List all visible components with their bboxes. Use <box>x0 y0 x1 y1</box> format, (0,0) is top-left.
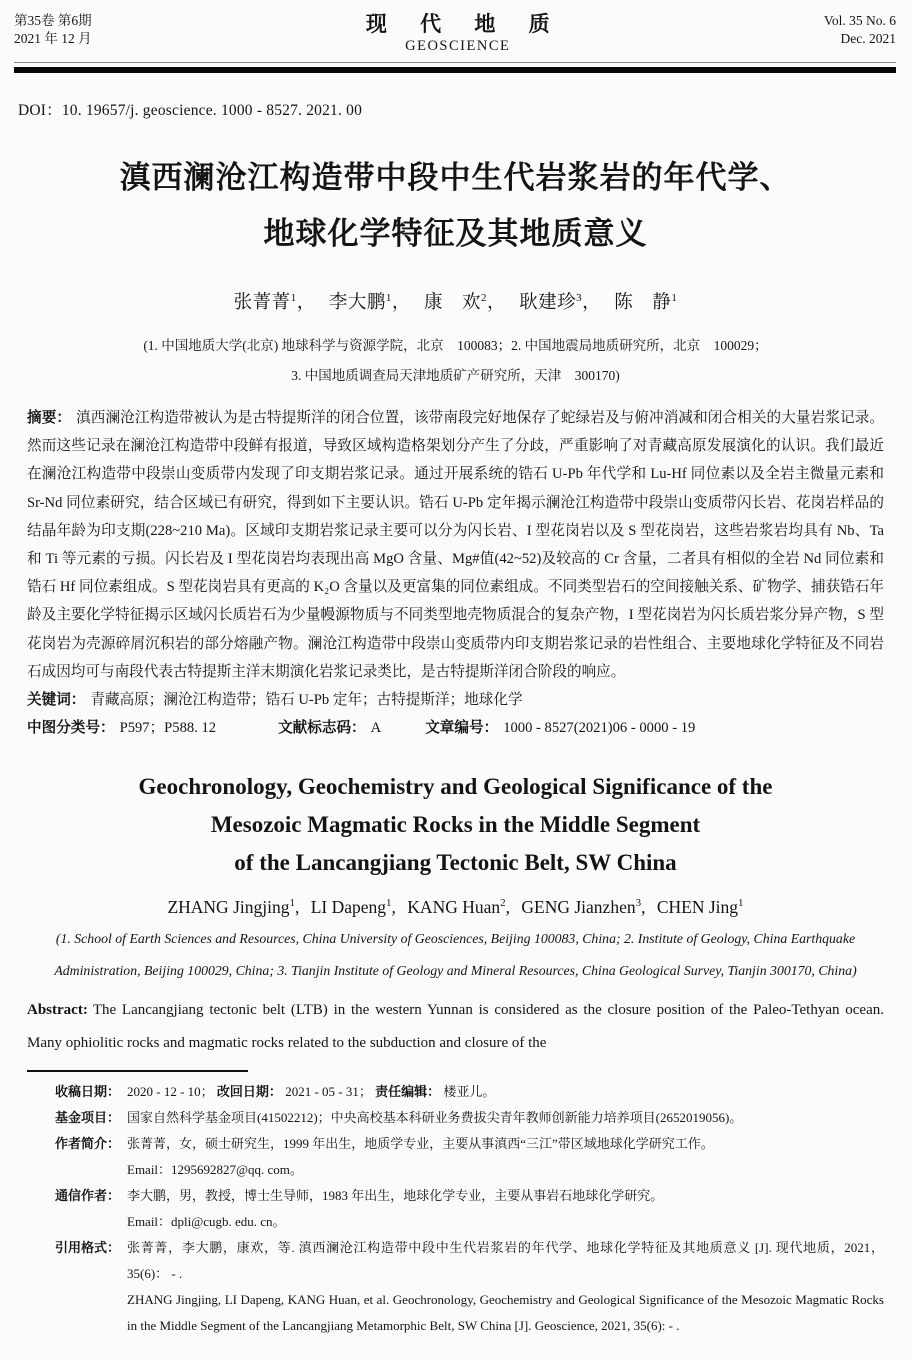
abstract-en-text: The Lancangjiang tectonic belt (LTB) in the western Yunnan is considered as the closure position of the Paleo-Tethyan ocean. Many ophiolitic rocks and magmatic rocks related to the subduction and closure of the <box>27 1002 884 1051</box>
author-en: KANG Huan$^2$, <box>407 897 515 918</box>
journal-masthead <box>14 12 896 55</box>
corresponding-text: 李大鹏，男，教授，博士生导师，1983 年出生，地球化学专业，主要从事岩石地球化学研究。 <box>127 1188 664 1204</box>
author-affil-sup: 1 <box>385 291 392 304</box>
clc-label: 中图分类号： <box>27 720 115 737</box>
author-en: ZHANG Jingjing$^1$, <box>167 897 304 918</box>
date-cn: 2021 年 12 月 <box>14 31 92 46</box>
article-no-label: 文章编号： <box>425 720 499 737</box>
article-title-cn-line2: 地球化学特征及其地质意义 <box>263 216 648 251</box>
author-cn: 李大鹏$^1$， <box>328 291 411 313</box>
received-label: 收稿日期： <box>55 1084 121 1100</box>
article-title-cn-line1: 滇西澜沧江构造带中段中生代岩浆岩的年代学、 <box>119 160 792 195</box>
author-cn: 耿建珍$^3$， <box>519 291 602 313</box>
article-title-en-line1: Geochronology, Geochemistry and Geological Significance of the <box>138 774 773 800</box>
footnote-bio-row <box>55 1131 884 1183</box>
affiliation-cn-line1: (1. 中国地质大学(北京) 地球科学与资源学院，北京 100083；2. 中国地震局地质研究所，北京 100029； <box>143 338 768 353</box>
author-affil-sup: 3 <box>635 897 642 910</box>
masthead-left <box>14 12 92 48</box>
article-no-value: 1000 - 8527(2021)06 - 0000 - 19 <box>503 720 696 737</box>
author-en: LI Dapeng$^1$, <box>310 897 401 918</box>
clc-value: P597；P588. 12 <box>119 720 217 737</box>
abstract-en <box>27 994 884 1059</box>
clc-group <box>27 714 216 742</box>
authors-en <box>27 897 884 918</box>
author-cn: 康 欢$^2$， <box>423 291 507 313</box>
abstract-cn <box>27 404 884 686</box>
keywords-label: 关键词： <box>27 692 86 709</box>
doc-code-label: 文献标志码： <box>278 720 366 737</box>
author-affil-sup: 1 <box>671 291 678 304</box>
footnote-citation-row <box>55 1235 884 1339</box>
masthead-right <box>824 12 896 48</box>
author-affil-sup: 3 <box>576 291 583 304</box>
bio-label: 作者简介： <box>55 1136 121 1152</box>
doi-line: DOI：10. 19657/j. geoscience. 1000 - 8527. 2021. 00 <box>18 102 363 119</box>
meta-row <box>27 714 884 742</box>
author-cn: 张菁菁$^1$， <box>233 291 316 313</box>
author-affil-sup: 1 <box>386 897 392 910</box>
author-en: CHEN Jing$^1$ <box>656 897 744 918</box>
doc-code-group <box>278 714 381 742</box>
fund-text: 国家自然科学基金项目(41502212)；中央高校基本科研业务费拔尖青年教师创新能力培养项目(2652019056)。 <box>127 1110 743 1126</box>
masthead-rule-thick <box>14 67 896 73</box>
received-date: 2020 - 12 - 10； <box>127 1084 214 1100</box>
author-affil-sup: 2 <box>481 291 487 304</box>
corresponding-content <box>127 1183 884 1235</box>
footnote-fund-row <box>55 1105 884 1131</box>
editor-name: 楼亚儿。 <box>443 1084 496 1100</box>
article-title-en <box>27 768 884 882</box>
author-en: GENG Jianzhen$^3$, <box>521 897 650 918</box>
affiliation-en-line1: (1. School of Earth Sciences and Resources, China University of Geosciences, Beijing 100083, China; 2. Institute of Geology, China Earthquake <box>55 931 856 947</box>
received-content <box>127 1079 884 1105</box>
footnote-block <box>55 1079 884 1339</box>
corresponding-email: Email：dpli@cugb. edu. cn。 <box>127 1214 286 1230</box>
journal-title-en: GEOSCIENCE <box>405 38 511 54</box>
author-affil-sup: 1 <box>290 291 297 304</box>
corresponding-label: 通信作者： <box>55 1188 121 1204</box>
abstract-cn-text: 滇西澜沧江构造带被认为是古特提斯洋的闭合位置，该带南段完好地保存了蛇绿岩及与俯冲消减和闭合相关的大量岩浆记录。然而这些记录在澜沧江构造带中段鲜有报道，导致区域构造格架划分产生了分歧，严重影响了对青藏高原发展演化的认识。我们最近在澜沧江构造带中段崇山变质带内发现了印支期岩浆记录。通过开展系统的锆石 U-Pb 年代学和 Lu-Hf 同位素以及全岩主微量元素和 Sr-Nd 同位素研究，结合区域已有研究，得到如下主要认识。锆石 U-Pb 定年揭示澜沧江构造带中段崇山变质带闪长岩、花岗岩样品的结晶年龄为印支期(228~210 Ma)。区域印支期岩浆记录主要可以分为闪长岩、I 型花岗岩以及 S 型花岗岩，这些岩浆岩均具有 Nb、Ta 和 Ti 等元素的亏损。闪长岩及 I 型花岗岩均表现出高 MgO 含量、Mg#值(42~52)及较高的 Cr 含量，二者具有相似的全岩 Nd 同位素和锆石 Hf 同位素组成。S 型花岗岩具有更高的 K₂O 含量以及更富集的同位素组成。不同类型岩石的空间接触关系、矿物学、捕获锆石年龄及主要化学特征揭示区域闪长质岩石为少量幔源物质与不同类型地壳物质混合的复杂产物，I 型花岗岩为闪长质岩浆分异产物，S 型花岗岩为壳源碎屑沉积岩的部分熔融产物。澜沧江构造带中段崇山变质带内印支期岩浆记录的岩性组合、主要地球化学特征及不同岩石成因均可与南段代表古特提斯主洋末期演化岩浆记录类比，是古特提斯洋闭合阶段的响应。 <box>27 410 884 680</box>
article-title-cn <box>27 150 884 262</box>
volume-issue-en: Vol. 35 No. 6 <box>823 13 896 28</box>
affiliation-en-line2: Administration, Beijing 100029, China; 3. Tianjin Institute of Geology and Mineral Resources, China Geological Survey, Tianjin 300170, China) <box>54 963 857 979</box>
affiliations-cn <box>27 331 884 391</box>
citation-label: 引用格式： <box>55 1240 121 1256</box>
article-title-en-line3: of the Lancangjiang Tectonic Belt, SW China <box>234 850 677 876</box>
doc-code-value: A <box>370 720 382 737</box>
article-no-group <box>425 714 695 742</box>
footnote-corresponding-row <box>55 1183 884 1235</box>
bio-email: Email：1295692827@qq. com。 <box>127 1162 303 1178</box>
keywords-row <box>27 686 884 714</box>
volume-issue-cn: 第35卷 第6期 <box>14 13 92 28</box>
revised-date: 2021 - 05 - 31； <box>285 1084 372 1100</box>
author-affil-sup: 2 <box>500 897 506 910</box>
fund-label: 基金项目： <box>55 1110 121 1126</box>
journal-title-cn: 现 代 地 质 <box>365 12 564 36</box>
author-affil-sup: 1 <box>738 897 744 910</box>
article-title-en-line2: Mesozoic Magmatic Rocks in the Middle Segment <box>210 812 701 838</box>
affiliations-en <box>27 923 884 987</box>
masthead-rule-thin <box>14 62 896 63</box>
date-en: Dec. 2021 <box>840 31 896 46</box>
footnote-dates-row <box>55 1079 884 1105</box>
author-affil-sup: 1 <box>289 897 295 910</box>
bio-content <box>127 1131 884 1183</box>
abstract-en-label: Abstract: <box>27 1002 88 1019</box>
keywords-text: 青藏高原；澜沧江构造带；锆石 U-Pb 定年；古特提斯洋；地球化学 <box>90 692 523 709</box>
footnote-rule <box>27 1070 248 1072</box>
affiliation-cn-line2: 3. 中国地质调查局天津地质矿产研究所，天津 300170) <box>291 368 620 383</box>
citation-content <box>127 1235 884 1339</box>
masthead-center <box>92 12 824 55</box>
author-cn: 陈 静$^1$ <box>614 291 678 313</box>
bio-text: 张菁菁，女，硕士研究生，1999 年出生，地质学专业，主要从事滇西“三江”带区域地球化学研究工作。 <box>127 1136 714 1152</box>
editor-label: 责任编辑： <box>375 1084 441 1100</box>
authors-cn <box>27 288 884 314</box>
revised-label: 改回日期： <box>216 1084 282 1100</box>
citation-cn: 张菁菁，李大鹏，康欢，等. 滇西澜沧江构造带中段中生代岩浆岩的年代学、地球化学特征及其地质意义 [J]. 现代地质，2021，35(6)： - . <box>127 1240 884 1282</box>
citation-en: ZHANG Jingjing, LI Dapeng, KANG Huan, et al. Geochronology, Geochemistry and Geological Significance of the Mesozoic Magmatic Rocks in the Middle Segment of the Lancangjiang Metamorphic Belt, SW China [J]. Geoscience, 2021, 35(6): - . <box>127 1292 884 1334</box>
abstract-cn-label: 摘要： <box>27 410 72 426</box>
